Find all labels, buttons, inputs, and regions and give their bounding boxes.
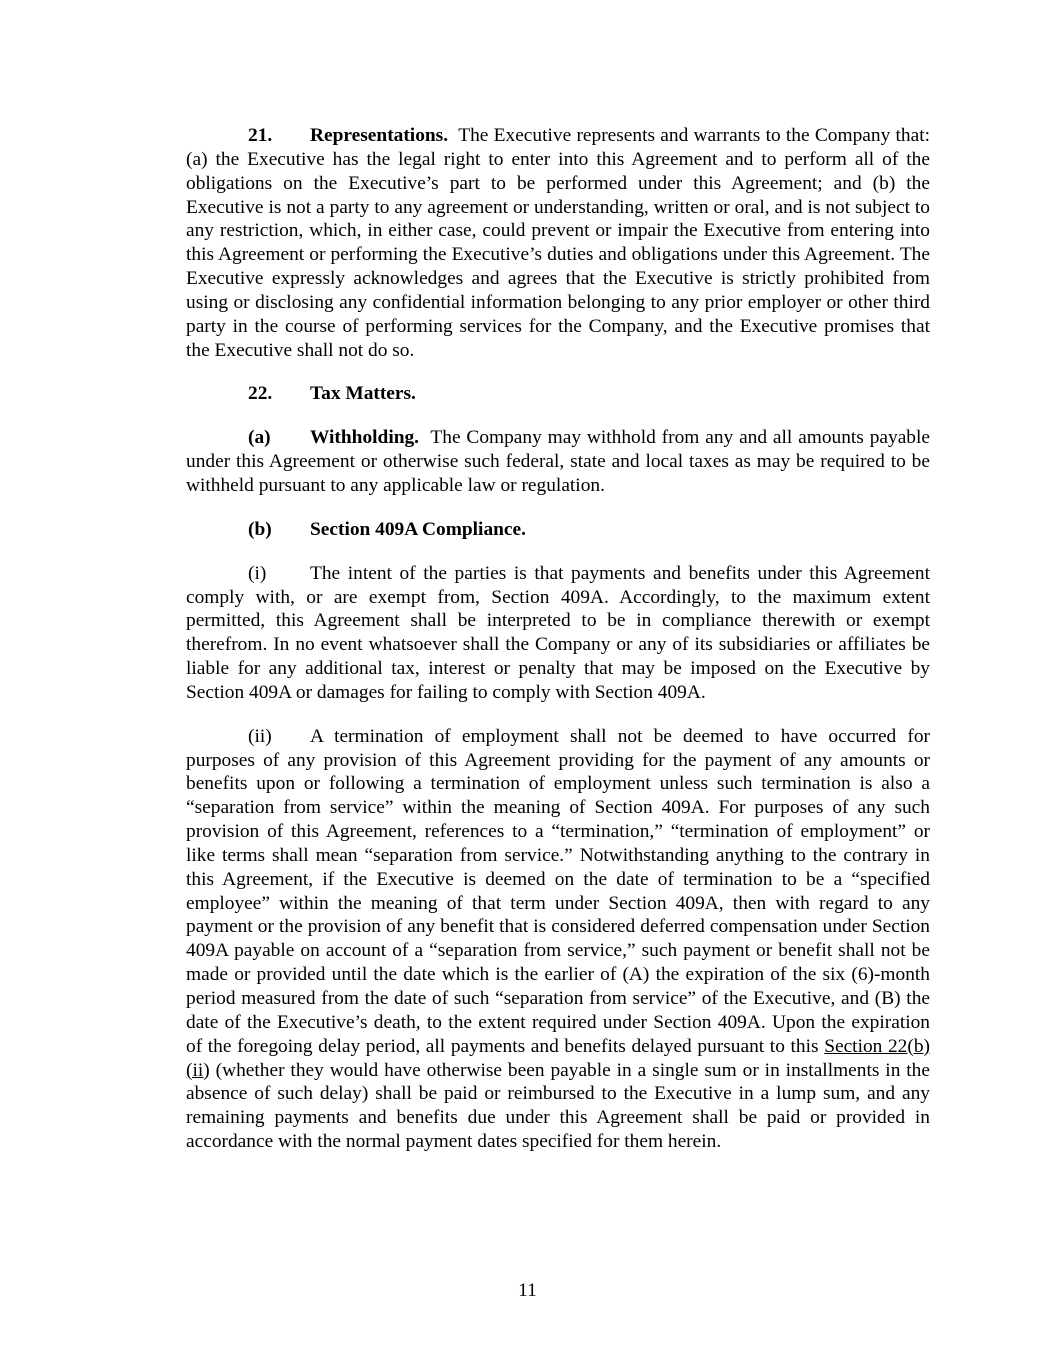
section-22b-i-paragraph	[186, 562, 930, 705]
document-body	[186, 124, 930, 1174]
section-22b-i-text: The intent of the parties is that payments and benefits under this Agreement comply with, or are exempt from, Section 409A. Accordingly, to the maximum extent permitted, this Agreement shall be interpreted to be in compliance therewith or exempt therefrom. In no event whatsoever shall the Company or any of its subsidiaries or affiliates be liable for any additional tax, interest or penalty that may be imposed on the Executive by Section 409A or damages for failing to comply with Section 409A.	[186, 562, 930, 703]
section-22b-ii-text-before: A termination of employment shall not be deemed to have occurred for purposes of any provision of this Agreement providing for the payment of any amounts or benefits upon or following a termination of employment unless such termination is also a “separation from service” within the meaning of Section 409A. For purposes of any such provision of this Agreement, references to a “termination,” “termination of employment” or like terms shall mean “separation from service.” Notwithstanding anything to the contrary in this Agreement, if the Executive is deemed on the date of termination to be a “specified employee” within the meaning of that term under Section 409A, then with regard to any payment or the provision of any benefit that is considered deferred compensation under Section 409A payable on account of a “separation from service,” such payment or benefit shall not be made or provided until the date which is the earlier of (A) the expiration of the six (6)-month period measured from the date of such “separation from service” of the Executive, and (B) the date of the Executive’s death, to the extent required under Section 409A. Upon the expiration of the foregoing delay period, all payments and benefits delayed pursuant to this	[186, 725, 930, 1057]
section-22b-ii-number: (ii)	[248, 725, 272, 747]
section-22-number: 22.	[248, 383, 273, 405]
section-22b-ii-cross-reference: Section 22(b)(ii)	[186, 1035, 930, 1081]
section-22b-i-number: (i)	[248, 562, 267, 584]
section-22b-ii-text-after: (whether they would have otherwise been payable in a single sum or in installments in the absence of such delay) shall be paid or reimbursed to the Executive in a lump sum, and any remaining payments and benefits due under this Agreement shall be paid or provided in accordance with the normal payment dates specified for them herein.	[186, 1059, 930, 1153]
section-22a-number: (a)	[248, 427, 271, 449]
section-22a-paragraph	[186, 426, 930, 498]
section-22b-ii-paragraph	[186, 725, 930, 1154]
section-22b-heading	[186, 518, 930, 542]
section-22b-number: (b)	[248, 518, 272, 540]
page-number: 11	[518, 1280, 537, 1301]
section-21-text: The Executive represents and warrants to the Company that: (a) the Executive has the legal right to enter into this Agreement and to perform all of the obligations on the Executive’s part to be performed under this Agreement; and (b) the Executive is not a party to any agreement or understanding, written or oral, and is not subject to any restriction, which, in either case, could prevent or impair the Executive from entering into this Agreement or performing the Executive’s duties and obligations under this Agreement. The Executive expressly acknowledges and agrees that the Executive is strictly prohibited from using or disclosing any confidential information belonging to any prior employer or other third party in the course of performing services for the Company, and the Executive promises that the Executive shall not do so.	[186, 125, 930, 361]
section-22b-title: Section 409A Compliance.	[310, 518, 526, 540]
section-22-title: Tax Matters.	[310, 383, 416, 405]
section-21-paragraph	[186, 124, 930, 362]
section-22a-title: Withholding.	[310, 427, 420, 449]
section-22a-text: The Company may withhold from any and all amounts payable under this Agreement or otherwise such federal, state and local taxes as may be required to be withheld pursuant to any applicable law or regulation.	[186, 427, 930, 496]
section-21-number: 21.	[248, 125, 273, 146]
section-22-heading	[186, 382, 930, 406]
section-21-title: Representations.	[310, 125, 449, 146]
